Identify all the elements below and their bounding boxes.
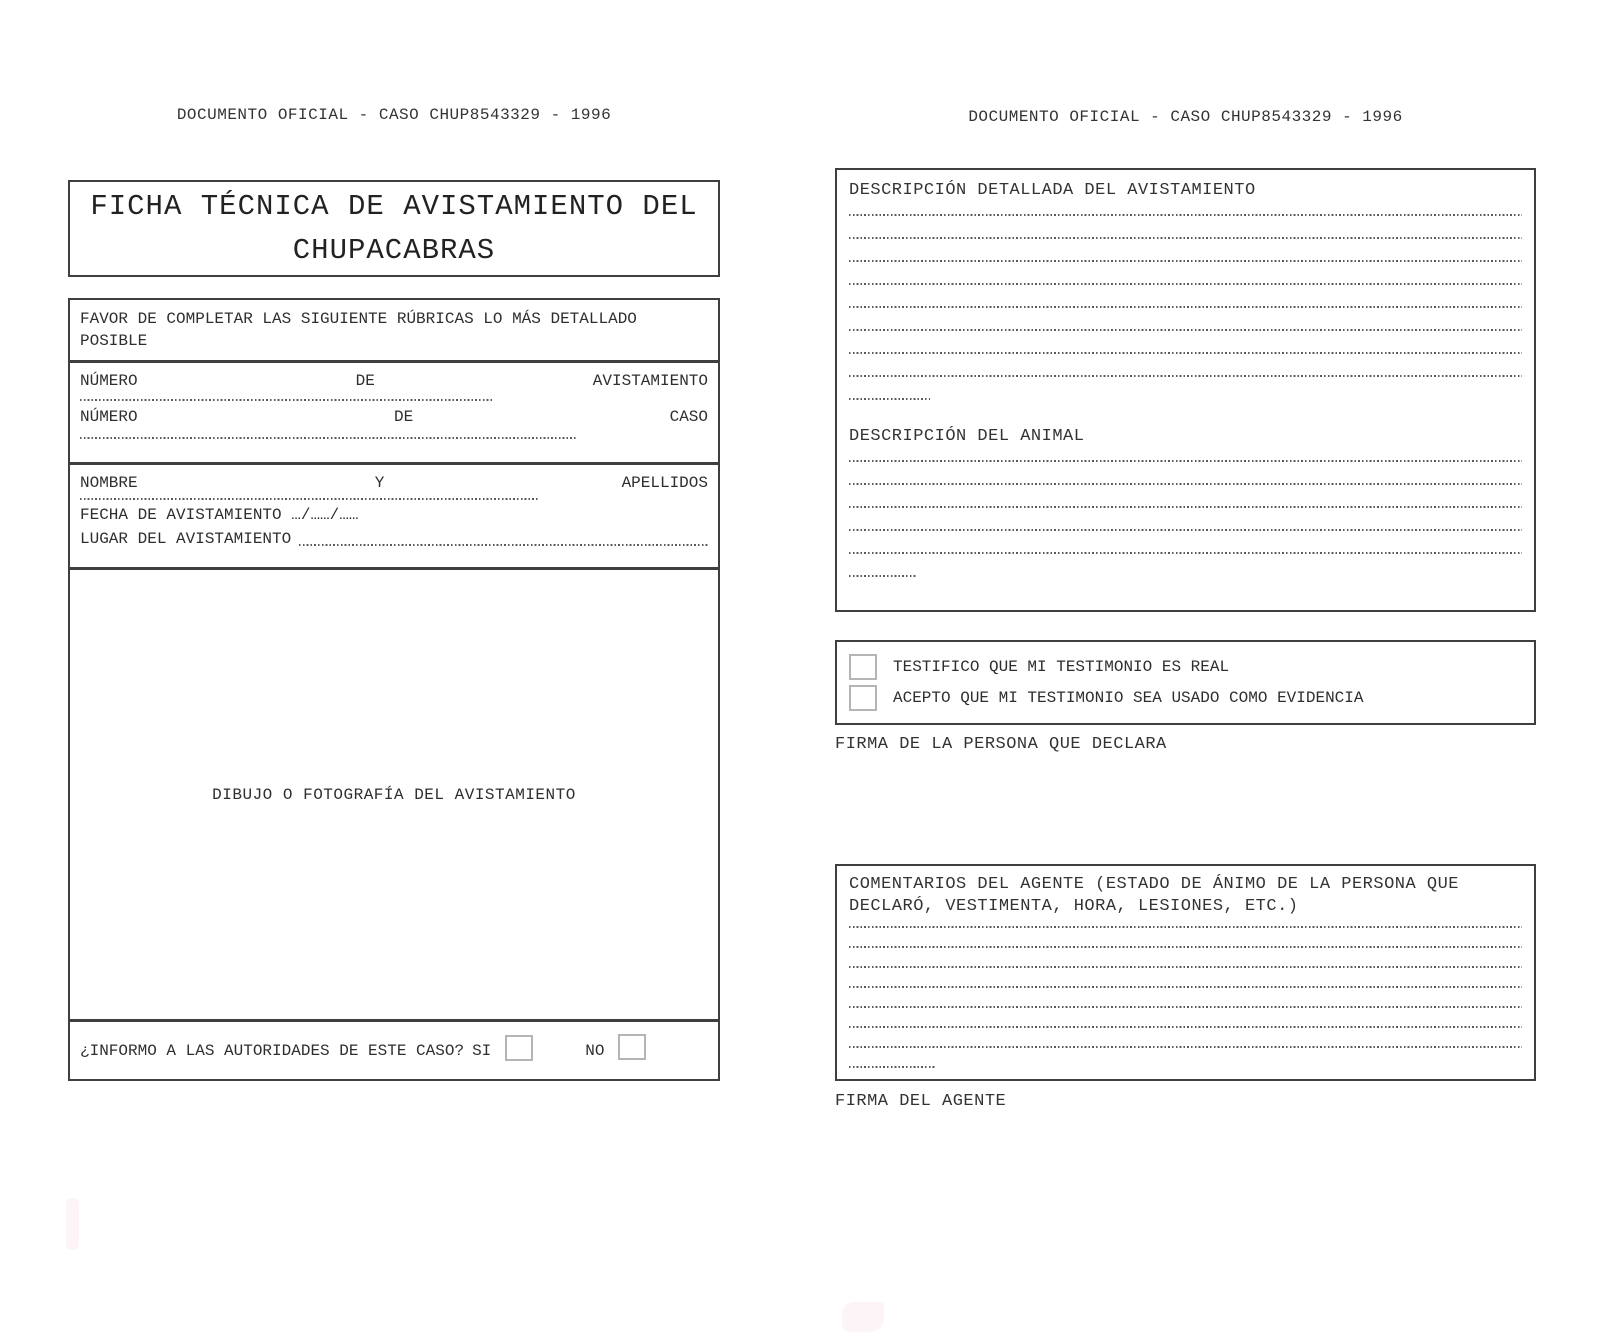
no-label: NO: [585, 1041, 605, 1060]
testimony-real-label: TESTIFICO QUE MI TESTIMONIO ES REAL: [893, 658, 1230, 676]
fill-line-numero-avistamiento: [80, 399, 494, 401]
ruled-line: [849, 460, 1522, 462]
ruled-line: [849, 1046, 1522, 1048]
sighting-description-title: DESCRIPCIÓN DETALLADA DEL AVISTAMIENTO: [849, 181, 1256, 200]
fill-line-numero-caso: [80, 437, 576, 439]
ruled-line: [849, 329, 1522, 331]
document-header-left: DOCUMENTO OFICIAL - CASO CHUP8543329 - 1996: [176, 106, 612, 124]
fecha-label: FECHA DE AVISTAMIENTO: [80, 506, 282, 524]
field-word: CASO: [669, 408, 708, 426]
ruled-line: [849, 237, 1522, 239]
field-row-nombre-apellidos: [80, 473, 708, 493]
ruled-line: [849, 260, 1522, 262]
field-word: NÚMERO: [80, 372, 138, 390]
field-lugar-avistamiento: [80, 529, 708, 549]
ruled-line: [849, 214, 1522, 216]
agent-signature-label: FIRMA DEL AGENTE: [835, 1092, 1007, 1111]
ruled-line: [849, 986, 1522, 988]
field-word: NOMBRE: [80, 474, 138, 492]
field-word: APELLIDOS: [621, 474, 708, 492]
agent-comments-title: COMENTARIOS DEL AGENTE (ESTADO DE ÁNIMO DE LA PERSONA QUE DECLARÓ, VESTIMENTA, HORA, LESIONES, ETC.): [849, 875, 1459, 916]
ruled-line: [849, 283, 1522, 285]
section-numbers: [70, 360, 718, 462]
page-left: [68, 0, 720, 1333]
ruled-line-short: [849, 575, 916, 577]
authorities-question-row: [70, 1019, 718, 1079]
field-fecha-avistamiento: [80, 505, 708, 525]
animal-description-title: DESCRIPCIÓN DEL ANIMAL: [849, 427, 1085, 446]
fecha-dots: …/……/……: [291, 506, 359, 524]
ruled-line-short: [849, 1066, 936, 1068]
instructions-note: FAVOR DE COMPLETAR LAS SIGUIENTE RÚBRICAS LO MÁS DETALLADO POSIBLE: [80, 310, 637, 350]
ruled-line: [849, 306, 1522, 308]
authorities-question: ¿INFORMO A LAS AUTORIDADES DE ESTE CASO?: [80, 1041, 465, 1060]
fill-line-lugar: [299, 544, 708, 546]
field-word: Y: [374, 474, 385, 492]
ruled-line: [849, 506, 1522, 508]
animal-description-lines: [849, 460, 1522, 577]
ruled-line: [849, 529, 1522, 531]
testimony-row-evidence: [849, 685, 1522, 711]
page-right: [835, 0, 1536, 1333]
ruled-line: [849, 483, 1522, 485]
ruled-line: [849, 375, 1522, 377]
yes-checkbox[interactable]: [505, 1035, 533, 1061]
testimony-real-checkbox[interactable]: [849, 654, 877, 680]
drawing-photo-area: [70, 567, 718, 1019]
declarant-signature-label: FIRMA DE LA PERSONA QUE DECLARA: [835, 735, 1167, 754]
ruled-line: [849, 966, 1522, 968]
ruled-line: [849, 352, 1522, 354]
ruled-line: [849, 926, 1522, 928]
sighting-description-lines: [849, 214, 1522, 400]
lugar-label: LUGAR DEL AVISTAMIENTO: [80, 530, 292, 548]
description-box: [835, 168, 1536, 612]
field-row-numero-avistamiento: [80, 371, 708, 391]
scan-stain: [842, 1302, 884, 1332]
ruled-line: [849, 552, 1522, 554]
document-header-right: DOCUMENTO OFICIAL - CASO CHUP8543329 - 1996: [968, 108, 1403, 126]
testimony-evidence-label: ACEPTO QUE MI TESTIMONIO SEA USADO COMO EVIDENCIA: [893, 689, 1364, 707]
drawing-area-label: DIBUJO O FOTOGRAFÍA DEL AVISTAMIENTO: [212, 785, 576, 804]
field-word: AVISTAMIENTO: [592, 372, 708, 390]
form-main-box: [68, 298, 720, 1081]
field-word: DE: [394, 408, 414, 426]
testimony-box: [835, 640, 1536, 725]
scan-stain: [66, 1198, 79, 1250]
ruled-line-short: [849, 398, 930, 400]
form-title: FICHA TÉCNICA DE AVISTAMIENTO DEL CHUPACABRAS: [90, 189, 698, 267]
agent-comments-box: [835, 864, 1536, 1081]
field-word: DE: [355, 372, 375, 390]
no-checkbox[interactable]: [618, 1034, 646, 1060]
field-word: NÚMERO: [80, 408, 138, 426]
testimony-row-real: [849, 654, 1522, 680]
agent-comments-lines: [849, 926, 1522, 1068]
ruled-line: [849, 1026, 1522, 1028]
form-title-box: [68, 180, 720, 277]
ruled-line: [849, 1006, 1522, 1008]
ruled-line: [849, 946, 1522, 948]
fill-line-nombre: [80, 498, 538, 500]
field-row-numero-caso: [80, 407, 708, 427]
section-name-date-place: [70, 462, 718, 567]
yes-label: SI: [472, 1041, 492, 1060]
testimony-evidence-checkbox[interactable]: [849, 685, 877, 711]
